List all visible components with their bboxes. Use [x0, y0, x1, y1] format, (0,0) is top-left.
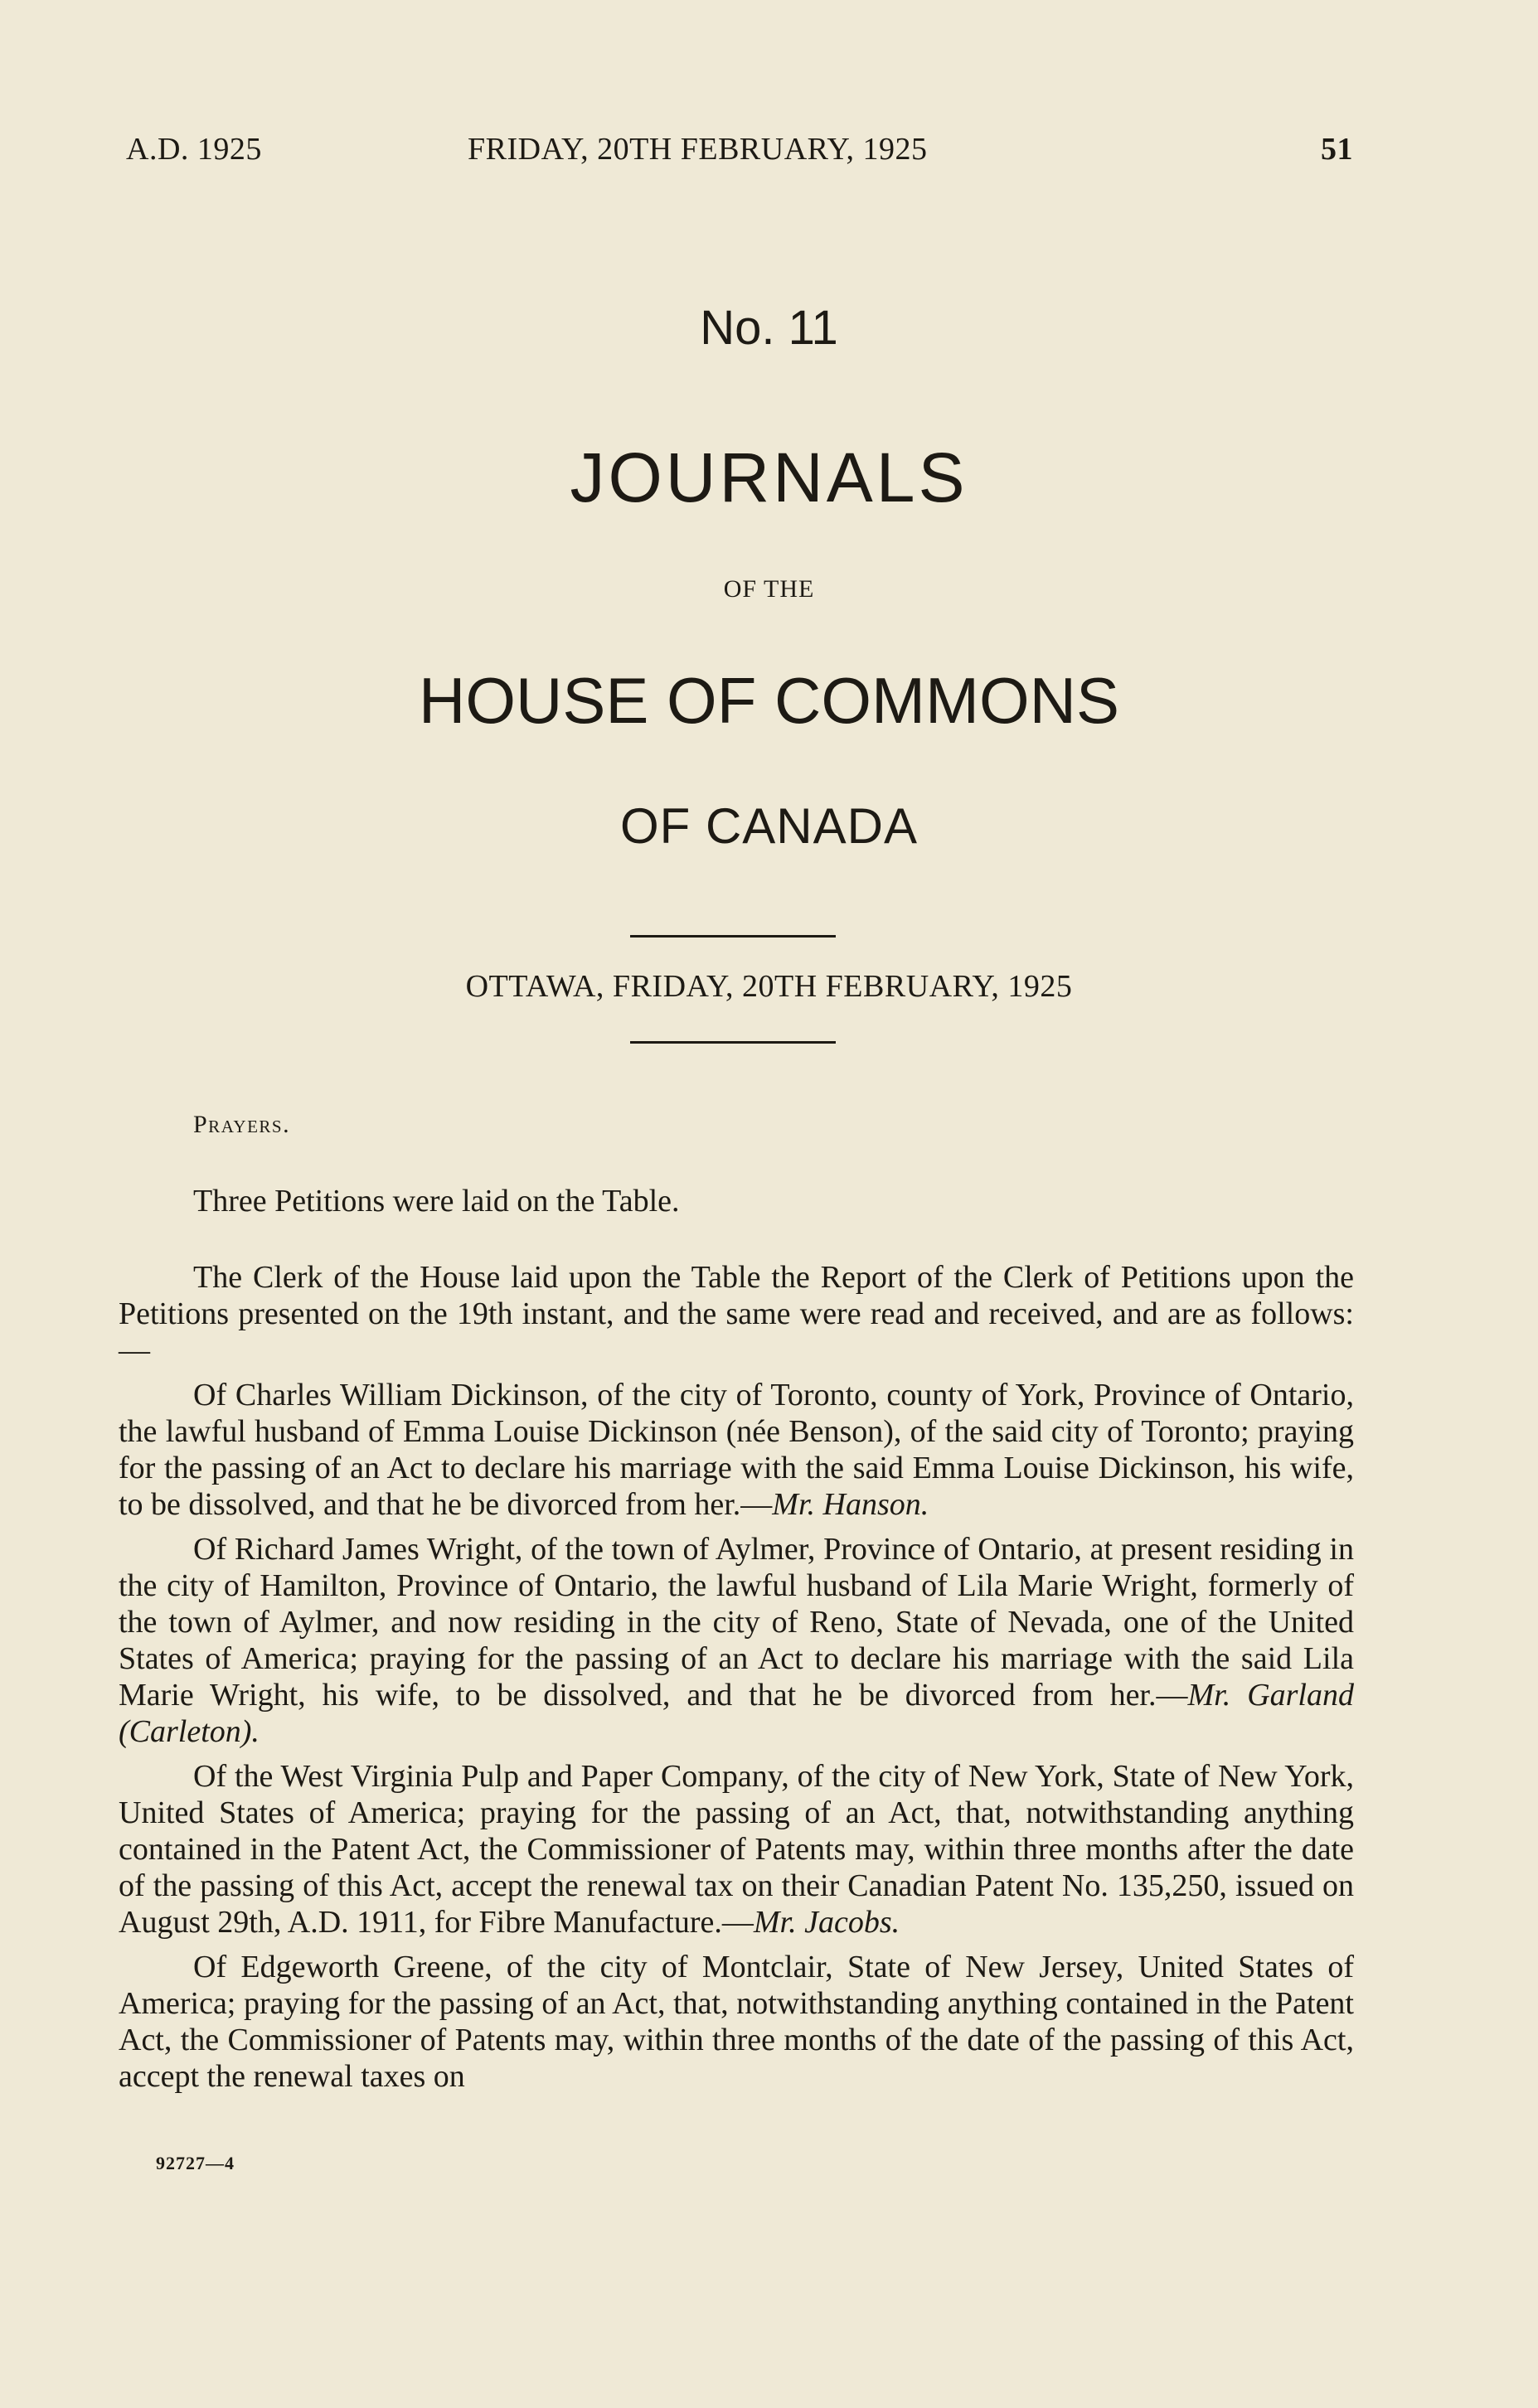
printer-signature-mark: 92727—4: [156, 2153, 235, 2173]
running-head: [126, 131, 1353, 181]
petition-entry: [119, 1531, 1354, 1750]
petition-entry: [119, 1377, 1354, 1523]
clerk-report-entry: The Clerk of the House laid upon the Table the Report of the Clerk of Petitions upon the Petitions presented on the 19th instant, and the same were read and received, and are as follows:—: [119, 1260, 1354, 1368]
petitions-laid-entry: Three Petitions were laid on the Table.: [193, 1184, 680, 1219]
petition-mover: Mr. Jacobs.: [753, 1905, 900, 1940]
petition-entry: [119, 1949, 1354, 2095]
dateline: OTTAWA, FRIDAY, 20TH FEBRUARY, 1925: [465, 969, 1073, 1004]
petition-mover: Mr. Hanson.: [772, 1487, 929, 1522]
prayers-heading: Prayers.: [193, 1111, 291, 1138]
petition-entry: [119, 1758, 1354, 1940]
divider-rule-bottom: [630, 1041, 836, 1044]
petition-text: Of Edgeworth Greene, of the city of Montclair, State of New Jersey, United States of America; praying for the passing of an Act, that, notwithstanding anything contained in the Patent Act, the Commissioner of Patents may, within three months of the date of the passing of this Act, accept the renewal taxes on: [119, 1950, 1354, 2094]
running-head-year: A.D. 1925: [126, 132, 262, 167]
page-number: 51: [1321, 132, 1353, 167]
journal-body: [119, 1107, 1354, 2095]
house-of-commons-title: HOUSE OF COMMONS: [418, 664, 1119, 737]
petition-text: Of the West Virginia Pulp and Paper Company, of the city of New York, State of New York, United States of America; praying for the passing of an Act, that, notwithstanding anything contained in the Patent Act, the Commissioner of Patents may, within three months after the date of the passing of this Act, accept the renewal tax on their Canadian Patent No. 135,250, issued on August 29th, A.D. 1911, for Fibre Manufacture.—: [119, 1759, 1354, 1940]
journals-title: JOURNALS: [570, 438, 968, 516]
of-canada-title: OF CANADA: [619, 798, 919, 854]
divider-rule-top: [630, 935, 836, 938]
of-the-subtitle: OF THE: [723, 575, 815, 603]
petition-mover: Mr. Garland (Carleton).: [119, 1678, 1354, 1749]
issue-number: No. 11: [700, 301, 838, 355]
running-head-date: FRIDAY, 20TH FEBRUARY, 1925: [468, 132, 928, 167]
petition-text: Of Richard James Wright, of the town of Aylmer, Province of Ontario, at present residing in the city of Hamilton, Province of Ontario, the lawful husband of Lila Marie Wright, formerly of the town of Aylmer, and now residing in the city of Reno, State of Nevada, one of the United States of America; praying for the passing of an Act to declare his marriage with the said Lila Marie Wright, his wife, to be dissolved, and that he be divorced from her.—: [119, 1532, 1354, 1713]
petition-text: Of Charles William Dickinson, of the city of Toronto, county of York, Province of Ontario, the lawful husband of Emma Louise Dickinson (née Benson), of the said city of Toronto; praying for the passing of an Act to declare his marriage with the said Emma Louise Dickinson, his wife, to be dissolved, and that he be divorced from her.—: [119, 1378, 1354, 1522]
